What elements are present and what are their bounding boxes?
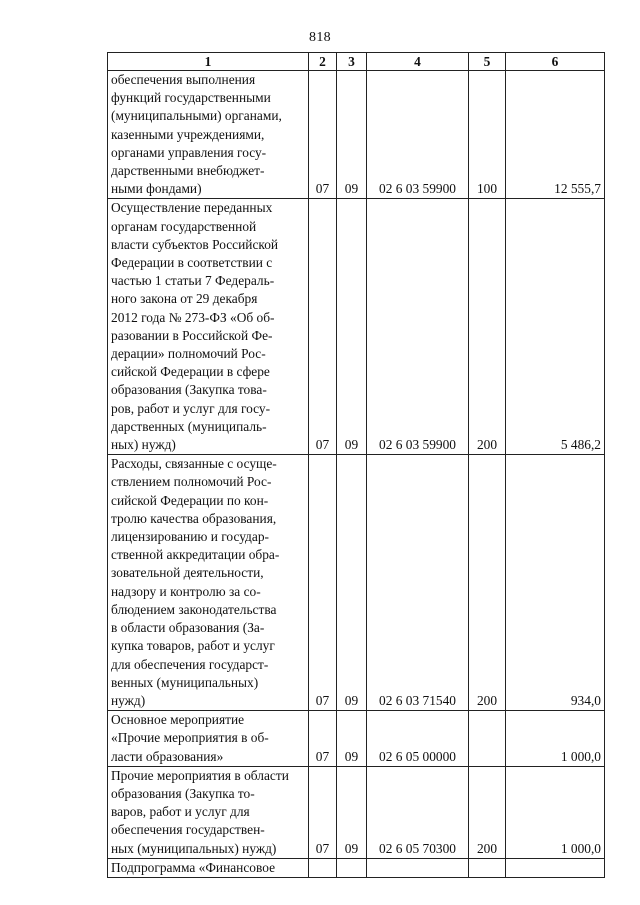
header-col-1: 1 bbox=[108, 53, 309, 71]
header-col-6: 6 bbox=[506, 53, 605, 71]
name-line: в области образования (За- bbox=[111, 620, 265, 636]
expense-type-cell: 200 bbox=[469, 766, 506, 858]
name-line: органам государственной bbox=[111, 218, 257, 234]
expense-type-cell bbox=[469, 858, 506, 877]
table-row bbox=[108, 858, 605, 877]
name-line: дарственных (муниципаль- bbox=[111, 418, 267, 434]
name-line: ственной аккредитации обра- bbox=[111, 547, 280, 563]
amount-cell: 1 000,0 bbox=[506, 766, 605, 858]
amount-cell: 934,0 bbox=[506, 455, 605, 711]
target-article-cell: 02 6 03 59900 bbox=[367, 71, 469, 199]
expense-name-cell bbox=[108, 71, 309, 199]
name-line: функций государственными bbox=[111, 90, 271, 106]
header-row bbox=[108, 53, 605, 71]
name-line: нужд) bbox=[111, 692, 146, 708]
name-line: сийской Федерации в сфере bbox=[111, 364, 270, 380]
target-article-cell: 02 6 05 00000 bbox=[367, 711, 469, 767]
subsection-cell: 09 bbox=[337, 199, 367, 455]
name-line: власти субъектов Российской bbox=[111, 236, 279, 252]
name-line: Федерации в соответствии с bbox=[111, 255, 273, 271]
expense-type-cell bbox=[469, 711, 506, 767]
subsection-cell: 09 bbox=[337, 711, 367, 767]
name-line: тролю качества образования, bbox=[111, 510, 277, 526]
name-line: образования (Закупка то- bbox=[111, 785, 255, 801]
name-line: казенными учреждениями, bbox=[111, 126, 265, 142]
amount-cell: 1 000,0 bbox=[506, 711, 605, 767]
name-line: 2012 года № 273-ФЗ «Об об- bbox=[111, 309, 275, 325]
subsection-cell: 09 bbox=[337, 766, 367, 858]
expense-type-cell: 100 bbox=[469, 71, 506, 199]
name-line: ров, работ и услуг для госу- bbox=[111, 400, 271, 416]
name-line: Основное мероприятие bbox=[111, 712, 245, 728]
amount-cell: 5 486,2 bbox=[506, 199, 605, 455]
name-line: варов, работ и услуг для bbox=[111, 804, 250, 820]
section-cell: 07 bbox=[309, 766, 337, 858]
target-article-cell: 02 6 05 70300 bbox=[367, 766, 469, 858]
name-line: Подпрограмма «Финансовое bbox=[111, 859, 276, 875]
subsection-cell: 09 bbox=[337, 455, 367, 711]
name-line: образования (Закупка това- bbox=[111, 382, 267, 398]
header-col-2: 2 bbox=[309, 53, 337, 71]
section-cell: 07 bbox=[309, 71, 337, 199]
name-line: обеспечения выполнения bbox=[111, 72, 256, 87]
name-line: органами управления госу- bbox=[111, 144, 267, 160]
section-cell: 07 bbox=[309, 711, 337, 767]
name-line: разовании в Российской Фе- bbox=[111, 327, 273, 343]
name-line: блюдением законодательства bbox=[111, 601, 277, 617]
target-article-cell: 02 6 03 59900 bbox=[367, 199, 469, 455]
table-row bbox=[108, 71, 605, 199]
name-line: ласти образования» bbox=[111, 748, 224, 764]
name-line: Осуществление переданных bbox=[111, 200, 273, 216]
expense-type-cell: 200 bbox=[469, 455, 506, 711]
expense-name-cell bbox=[108, 455, 309, 711]
name-line: ными фондами) bbox=[111, 181, 202, 197]
name-line: Расходы, связанные с осуще- bbox=[111, 456, 277, 472]
name-line: (муниципальными) органами, bbox=[111, 108, 282, 124]
header-col-5: 5 bbox=[469, 53, 506, 71]
subsection-cell: 09 bbox=[337, 71, 367, 199]
section-cell: 07 bbox=[309, 455, 337, 711]
name-line: зовательной деятельности, bbox=[111, 565, 264, 581]
target-article-cell bbox=[367, 858, 469, 877]
expense-name-cell bbox=[108, 711, 309, 767]
name-line: венных (муниципальных) bbox=[111, 674, 259, 690]
name-line: частью 1 статьи 7 Федераль- bbox=[111, 273, 275, 289]
name-line: «Прочие мероприятия в об- bbox=[111, 730, 269, 746]
header-col-4: 4 bbox=[367, 53, 469, 71]
table-row bbox=[108, 199, 605, 455]
name-line: ствлением полномочий Рос- bbox=[111, 474, 272, 490]
name-line: ных) нужд) bbox=[111, 437, 176, 453]
table-row bbox=[108, 766, 605, 858]
table-row bbox=[108, 455, 605, 711]
name-line: купка товаров, работ и услуг bbox=[111, 638, 275, 654]
expense-name-cell bbox=[108, 766, 309, 858]
expense-name-cell bbox=[108, 858, 309, 877]
name-line: дерации» полномочий Рос- bbox=[111, 346, 266, 362]
amount-cell: 12 555,7 bbox=[506, 71, 605, 199]
name-line: ных (муниципальных) нужд) bbox=[111, 840, 277, 856]
header-col-3: 3 bbox=[337, 53, 367, 71]
page-number: 818 bbox=[309, 30, 331, 45]
name-line: обеспечения государствен- bbox=[111, 822, 265, 838]
name-line: сийской Федерации по кон- bbox=[111, 492, 269, 508]
name-line: ного закона от 29 декабря bbox=[111, 291, 258, 307]
expense-type-cell: 200 bbox=[469, 199, 506, 455]
amount-cell bbox=[506, 858, 605, 877]
section-cell bbox=[309, 858, 337, 877]
name-line: для обеспечения государст- bbox=[111, 656, 269, 672]
subsection-cell bbox=[337, 858, 367, 877]
section-cell: 07 bbox=[309, 199, 337, 455]
budget-table bbox=[107, 52, 605, 878]
table-row bbox=[108, 711, 605, 767]
name-line: дарственными внебюджет- bbox=[111, 163, 265, 179]
name-line: Прочие мероприятия в области bbox=[111, 767, 289, 783]
expense-name-cell bbox=[108, 199, 309, 455]
target-article-cell: 02 6 03 71540 bbox=[367, 455, 469, 711]
name-line: лицензированию и государ- bbox=[111, 529, 269, 545]
name-line: надзору и контролю за со- bbox=[111, 583, 261, 599]
